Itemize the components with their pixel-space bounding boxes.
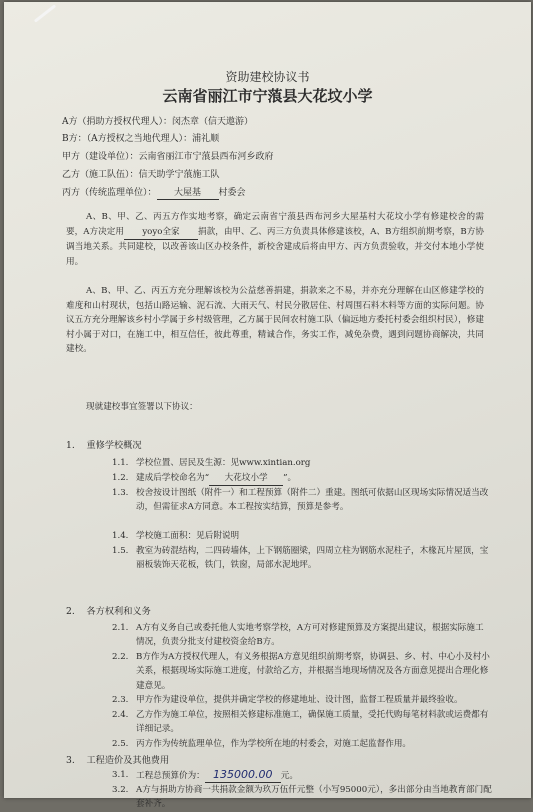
s2-item-1: 2.1. A方有义务自己或委托他人实地考察学校，A方可对修建预算及方案提出建议，根据实际施工情况，负责分批支付建校资金给B方。 (112, 623, 484, 648)
party-jia-line: 甲方（建设单位）：云南省丽江市宁蒗县西布河乡政府 (62, 152, 274, 162)
pen-mark (34, 4, 56, 22)
s3-item-2: 3.2. A方与捐助方协商一共捐款金额为玖万伍仟元整（小写95000元），多出部分由当地教育部门配套补齐。 (112, 785, 492, 810)
document-title: 资助建校协议书 (225, 70, 310, 84)
s2-item-3: 2.3. 甲方作为建设单位，提供并确定学校的修建地址、设计图，监督工程质量并最终验收。 (112, 695, 463, 705)
s1-item-1: 1.1. 学校位置、居民及生源：见www.xintian.org (112, 458, 311, 468)
s2-item-4: 2.4. 乙方作为施工单位，按照相关修建标准施工，确保施工质量，受托代购每笔材料款或运费都有详细记录。 (112, 710, 489, 735)
s2-item-2: 2.2. B方作为A方授权代理人，有义务根据A方意见组织前期考察，协调县、乡、村、中心小及村小关系，根据现场实际施工进度，付款给乙方，并根据当地现场情况及各方面意见提出合理化修建意见。 (112, 652, 490, 691)
intro-paragraph-1: A、B、甲、乙、丙五方作实地考察，确定云南省宁蒗县西布河乡大屋基村大花坟小学有修建校舍的需要，A方决定用 yoyo全家 捐款，由甲、乙、丙三方负责具体修建该校，A、B方组织前期考察，B方协调当地关系。共同建校，以改善该山区办校条件，新校舍建成后将由甲方、丙方负责验收，并交付本地小学使用。 (66, 212, 484, 267)
party-yi-line: 乙方（施工队伍）：信天助学宁蒗施工队 (62, 170, 220, 180)
s2-item-5: 2.5. 丙方作为传统监理单位，作为学校所在地的村委会，对施工起监督作用。 (112, 739, 412, 749)
section-1-heading: 1. 重修学校概况 (66, 440, 142, 451)
section-2-heading: 2. 各方权利和义务 (66, 606, 151, 617)
party-a-line: A方（捐助方授权代理人）：闵杰章（信天遨游） (62, 117, 254, 127)
intro-paragraph-2: A、B、甲、乙、丙五方充分理解该校为公益慈善捐建，捐款来之不易，并亦充分理解在山区修建学校的难度和山村现状，包括山路运输、泥石流、大雨天气、村民分散居住、村周围石料木料等方面的实际问题。协议五方充分理解该乡村小学属于乡村级管理，乙方属于民间农村施工队（偏远地方委托村委会组织村民），修建村小属于对口，在施工中，相互信任，彼此尊重，精诚合作，务实工作，减免杂费，遇到问题协商解决，共同建校。 (66, 286, 484, 355)
school-title: 云南省丽江市宁蒗县大花坟小学 (162, 87, 373, 105)
party-bing-line: 丙方（传统监理单位）： 大屋基 村委会 (62, 188, 246, 198)
agreement-page (4, 2, 531, 810)
s1-item-5: 1.5. 教室为砖混结构，二四砖墙体，上下钢筋圈梁，四周立柱为钢筋水泥柱子，木椽瓦片屋顶，宝丽板装饰天花板，铁门，铁窗，局部水泥地坪。 (112, 546, 489, 571)
s3-item-1: 3.1. 工程总预算价为： 135000.00 元。 (112, 768, 492, 783)
s1-item-4: 1.4. 学校施工面积：见后附说明 (112, 531, 240, 541)
party-b-line: B方：（A方授权之当地代理人）：浦礼顺 (62, 134, 220, 144)
intro-paragraph-3: 现就建校事宜签署以下协议： (86, 402, 198, 412)
section-3-heading: 3. 工程造价及其他费用 (66, 755, 170, 766)
s1-item-3: 1.3. 校舍按设计图纸（附件一）和工程预算（附件二）重建。图纸可依据山区现场实际情况适当改动，但需征求A方同意。本工程按实结算，预算是参考。 (112, 488, 489, 513)
s1-item-2: 1.2. 建成后学校命名为“ 大花坟小学 ”。 (112, 471, 492, 486)
